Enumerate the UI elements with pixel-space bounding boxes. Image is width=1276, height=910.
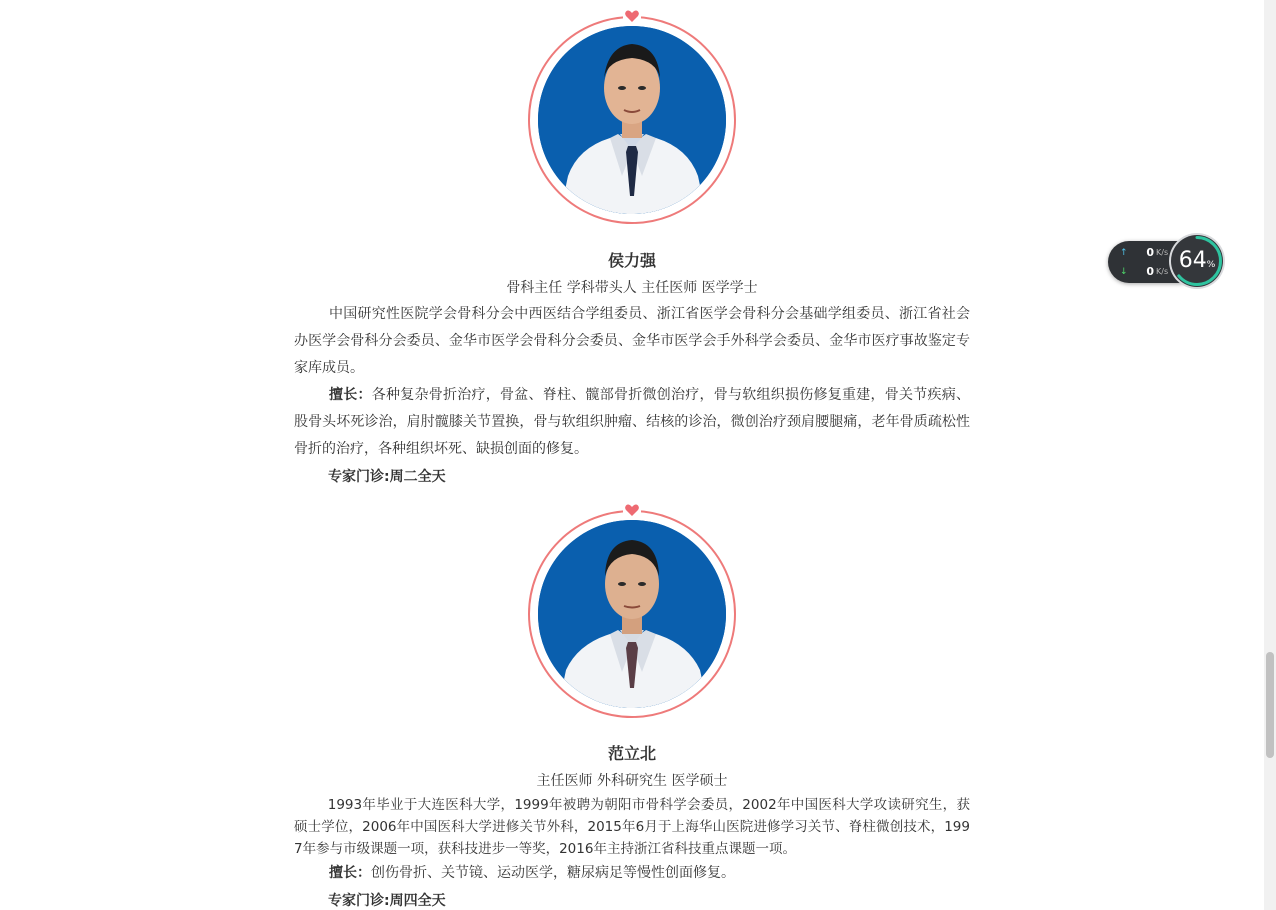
upload-value: 0: [1146, 246, 1154, 259]
doctor-specialty: [294, 862, 970, 884]
clinic-hours: 专家门诊:周四全天: [328, 893, 446, 909]
arrow-down-icon: ↓: [1120, 266, 1128, 277]
specialty-label: 擅长：: [329, 865, 371, 881]
gauge-percent: 64: [1178, 248, 1207, 273]
arrow-up-icon: ↑: [1120, 247, 1128, 258]
doctor-name: 范立北: [607, 744, 656, 763]
scrollbar-thumb[interactable]: [1266, 652, 1274, 758]
doctor-photo-illustration: [538, 520, 726, 708]
doctor-portrait: [528, 510, 736, 718]
gauge-value: [1168, 232, 1226, 290]
network-speed-widget[interactable]: [1108, 240, 1226, 286]
doctor-titles: 骨科主任 学科带头人 主任医师 医学学士: [506, 280, 758, 296]
heart-icon: [623, 501, 641, 519]
doctor-bio: 中国研究性医院学会骨科分会中西医结合学组委员、浙江省医学会骨科分会基础学组委员、浙江省社会办医学会骨科分会委员、金华市医学会骨科分会委员、金华市医学会手外科学会委员、金华市医疗事故鉴定专家库成员。: [294, 306, 970, 376]
download-speed: [1120, 265, 1170, 278]
doctor-bio: 1993年毕业于大连医科大学，1999年被聘为朝阳市骨科学会委员，2002年中国医科大学攻读研究生，获硕士学位，2006年中国医科大学进修关节外科，2015年6月于上海华山医院进修学习关节、脊柱微创技术，1997年参与市级课题一项，获科技进步一等奖，2016年主持浙江省科技重点课题一项。: [294, 797, 970, 857]
download-unit: K/s: [1156, 267, 1169, 276]
upload-speed: [1120, 246, 1170, 259]
clinic-hours: 专家门诊:周二全天: [328, 469, 446, 485]
download-value: 0: [1146, 265, 1154, 278]
specialty-text: 创伤骨折、关节镜、运动医学，糖尿病足等慢性创面修复。: [371, 865, 735, 881]
specialty-text: 各种复杂骨折治疗，骨盆、脊柱、髋部骨折微创治疗，骨与软组织损伤修复重建，骨关节疾病、股骨头坏死诊治，肩肘髋膝关节置换，骨与软组织肿瘤、结核的诊治，微创治疗颈肩腰腿痛，老年骨质疏松性骨折的治疗，各种组织坏死、缺损创面的修复。: [294, 387, 970, 457]
specialty-label: 擅长：: [329, 387, 372, 403]
doctor-photo: [538, 520, 726, 708]
doctor-name: 侯力强: [607, 251, 656, 270]
gauge-percent-sign: %: [1206, 260, 1216, 270]
doctor-titles: 主任医师 外科研究生 医学硕士: [536, 773, 728, 789]
vertical-scrollbar[interactable]: [1264, 0, 1276, 910]
upload-unit: K/s: [1156, 248, 1169, 257]
memory-usage-gauge[interactable]: [1168, 232, 1226, 290]
